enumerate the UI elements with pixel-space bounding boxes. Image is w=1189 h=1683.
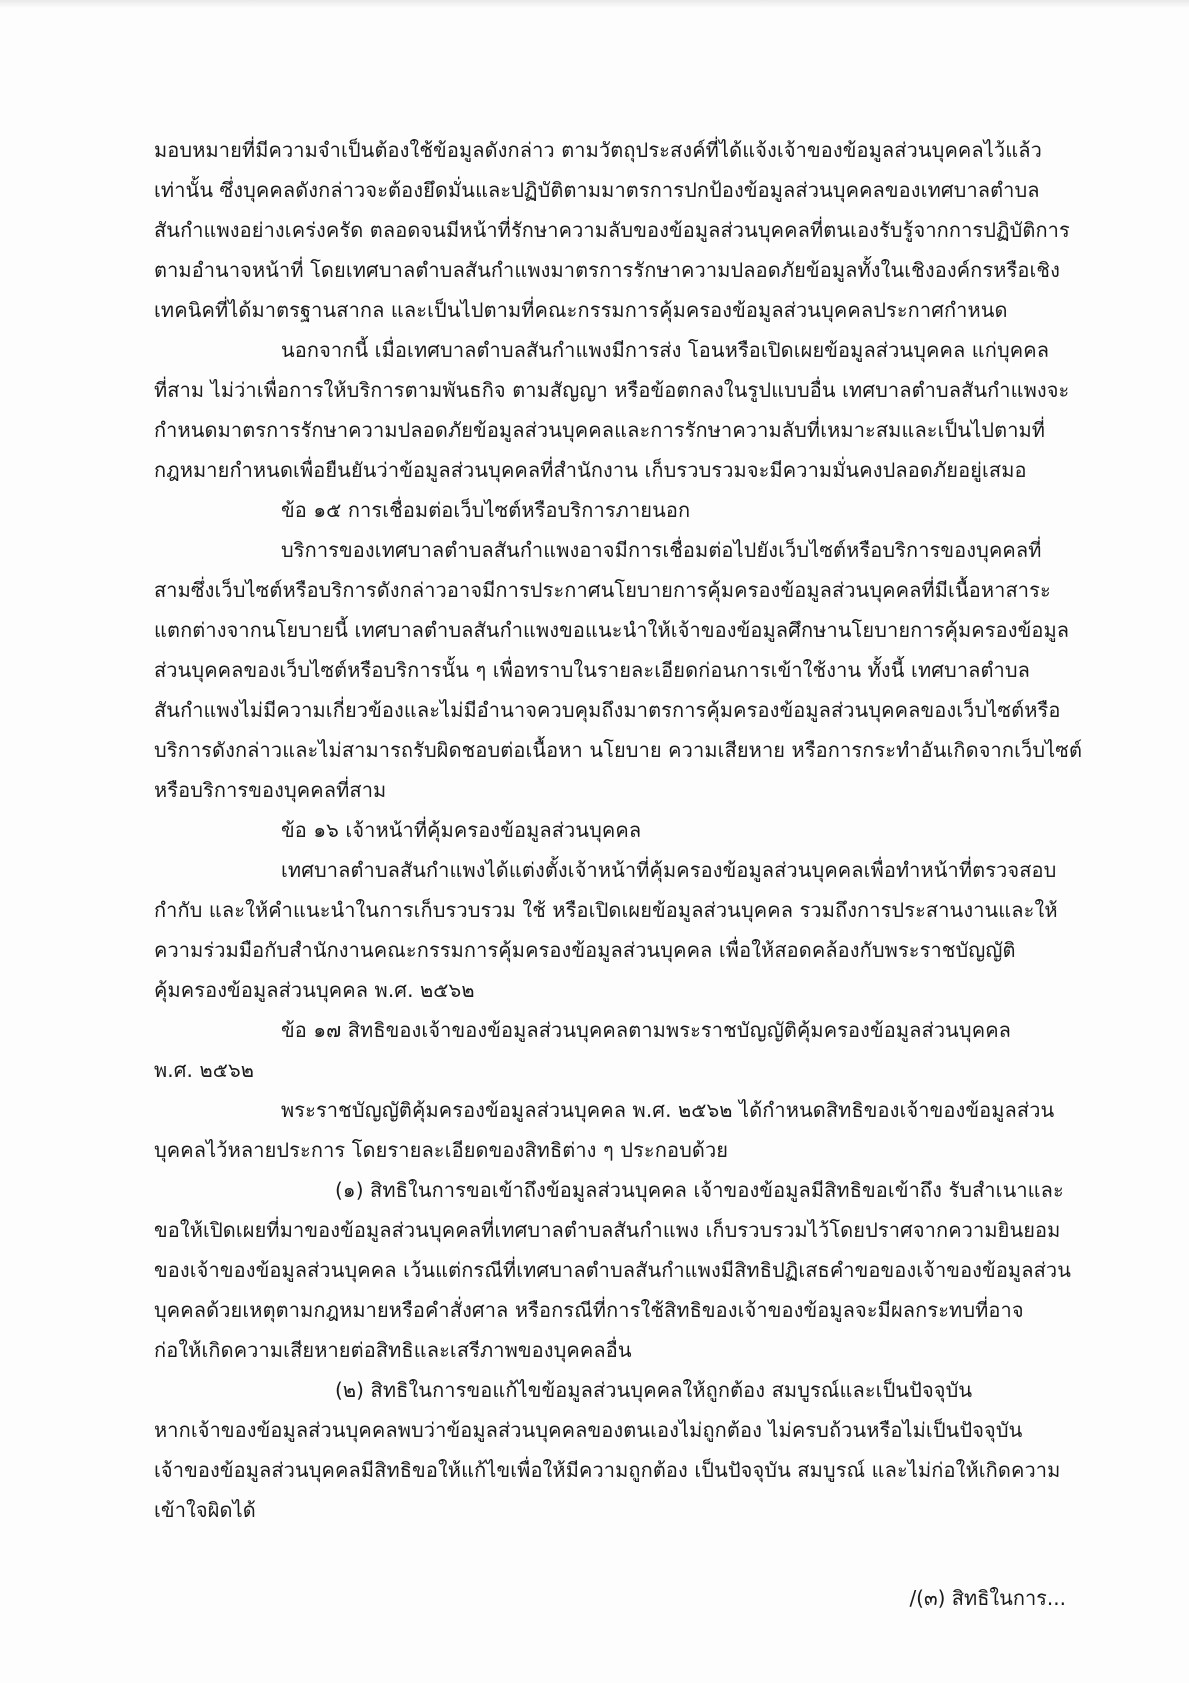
text-line: บุคคลไว้หลายประการ โดยรายละเอียดของสิทธิต่าง ๆ ประกอบด้วย bbox=[154, 1138, 729, 1162]
text-line: เจ้าของข้อมูลส่วนบุคคลมีสิทธิขอให้แก้ไขเพื่อให้มีความถูกต้อง เป็นปัจจุบัน สมบูรณ์ และไม่ก่อให้เกิดความ bbox=[154, 1458, 1061, 1482]
text-line: ที่สาม ไม่ว่าเพื่อการให้บริการตามพันธกิจ ตามสัญญา หรือข้อตกลงในรูปแบบอื่น เทศบาลตำบลสันกำแพงจะ bbox=[154, 378, 1070, 402]
scan-edge bbox=[0, 0, 1189, 8]
text-line: กำกับ และให้คำแนะนำในการเก็บรวบรวม ใช้ หรือเปิดเผยข้อมูลส่วนบุคคล รวมถึงการประสานงานและให้ bbox=[154, 898, 1058, 922]
section-heading-16: ข้อ ๑๖ เจ้าหน้าที่คุ้มครองข้อมูลส่วนบุคคล bbox=[281, 818, 642, 842]
text-line: มอบหมายที่มีความจำเป็นต้องใช้ข้อมูลดังกล่าว ตามวัตถุประสงค์ที่ได้แจ้งเจ้าของข้อมูลส่วนบุคคลไว้แล้ว bbox=[154, 138, 1042, 162]
text-line: สามซึ่งเว็บไซต์หรือบริการดังกล่าวอาจมีการประกาศนโยบายการคุ้มครองข้อมูลส่วนบุคคลที่มีเนื้อหาสาระ bbox=[154, 578, 1051, 602]
text-line: บริการดังกล่าวและไม่สามารถรับผิดชอบต่อเนื้อหา นโยบาย ความเสียหาย หรือการกระทำอันเกิดจากเว็บไซต์ bbox=[154, 738, 1083, 762]
paragraph-start: เทศบาลตำบลสันกำแพงได้แต่งตั้งเจ้าหน้าที่คุ้มครองข้อมูลส่วนบุคคลเพื่อทำหน้าที่ตรวจสอบ bbox=[281, 858, 1057, 882]
continuation-marker: /(๓) สิทธิในการ... bbox=[909, 1586, 1066, 1610]
text-line: หรือบริการของบุคคลที่สาม bbox=[154, 778, 387, 802]
text-line: ตามอำนาจหน้าที่ โดยเทศบาลตำบลสันกำแพงมาตรการรักษาความปลอดภัยข้อมูลทั้งในเชิงองค์กรหรือเชิง bbox=[154, 258, 1060, 282]
text-line: ขอให้เปิดเผยที่มาของข้อมูลส่วนบุคคลที่เทศบาลตำบลสันกำแพง เก็บรวบรวมไว้โดยปราศจากความยินยอม bbox=[154, 1218, 1061, 1242]
paragraph-start: นอกจากนี้ เมื่อเทศบาลตำบลสันกำแพงมีการส่ง โอนหรือเปิดเผยข้อมูลส่วนบุคคล แก่บุคคล bbox=[281, 338, 1050, 362]
text-line: กฎหมายกำหนดเพื่อยืนยันว่าข้อมูลส่วนบุคคลที่สำนักงาน เก็บรวบรวมจะมีความมั่นคงปลอดภัยอยู่เสมอ bbox=[154, 458, 1027, 482]
text-line: ความร่วมมือกับสำนักงานคณะกรรมการคุ้มครองข้อมูลส่วนบุคคล เพื่อให้สอดคล้องกับพระราชบัญญัติ bbox=[154, 938, 1016, 962]
list-item-1: (๑) สิทธิในการขอเข้าถึงข้อมูลส่วนบุคคล เจ้าของข้อมูลมีสิทธิขอเข้าถึง รับสำเนาและ bbox=[335, 1178, 1064, 1202]
section-heading-15: ข้อ ๑๕ การเชื่อมต่อเว็บไซต์หรือบริการภายนอก bbox=[281, 498, 691, 522]
text-line: สันกำแพงอย่างเคร่งครัด ตลอดจนมีหน้าที่รักษาความลับของข้อมูลส่วนบุคคลที่ตนเองรับรู้จากการปฏิบัติการ bbox=[154, 218, 1070, 242]
section-heading-17: ข้อ ๑๗ สิทธิของเจ้าของข้อมูลส่วนบุคคลตามพระราชบัญญัติคุ้มครองข้อมูลส่วนบุคคล bbox=[281, 1018, 1012, 1042]
paragraph-start: บริการของเทศบาลตำบลสันกำแพงอาจมีการเชื่อมต่อไปยังเว็บไซต์หรือบริการของบุคคลที่ bbox=[281, 538, 1042, 562]
text-line: เทคนิคที่ได้มาตรฐานสากล และเป็นไปตามที่คณะกรรมการคุ้มครองข้อมูลส่วนบุคคลประกาศกำหนด bbox=[154, 298, 1008, 322]
text-line: สันกำแพงไม่มีความเกี่ยวข้องและไม่มีอำนาจควบคุมถึงมาตรการคุ้มครองข้อมูลส่วนบุคคลของเว็บไซต์หรือ bbox=[154, 698, 1061, 722]
text-line: เข้าใจผิดได้ bbox=[154, 1498, 256, 1522]
text-line: กำหนดมาตรการรักษาความปลอดภัยข้อมูลส่วนบุคคลและการรักษาความลับที่เหมาะสมและเป็นไปตามที่ bbox=[154, 418, 1046, 442]
paragraph-start: พระราชบัญญัติคุ้มครองข้อมูลส่วนบุคคล พ.ศ. ๒๕๖๒ ได้กำหนดสิทธิของเจ้าของข้อมูลส่วน bbox=[281, 1098, 1055, 1122]
list-item-2: (๒) สิทธิในการขอแก้ไขข้อมูลส่วนบุคคลให้ถูกต้อง สมบูรณ์และเป็นปัจจุบัน bbox=[335, 1378, 973, 1402]
text-line: ส่วนบุคคลของเว็บไซต์หรือบริการนั้น ๆ เพื่อทราบในรายละเอียดก่อนการเข้าใช้งาน ทั้งนี้ เทศบาลตำบล bbox=[154, 658, 1030, 682]
text-line: พ.ศ. ๒๕๖๒ bbox=[154, 1058, 255, 1082]
text-line: แตกต่างจากนโยบายนี้ เทศบาลตำบลสันกำแพงขอแนะนำให้เจ้าของข้อมูลศึกษานโยบายการคุ้มครองข้อมูล bbox=[154, 618, 1070, 642]
text-line: ก่อให้เกิดความเสียหายต่อสิทธิและเสรีภาพของบุคคลอื่น bbox=[154, 1338, 632, 1362]
text-line: หากเจ้าของข้อมูลส่วนบุคคลพบว่าข้อมูลส่วนบุคคลของตนเองไม่ถูกต้อง ไม่ครบถ้วนหรือไม่เป็นปัจจุบัน bbox=[154, 1418, 1023, 1442]
text-line: บุคคลด้วยเหตุตามกฎหมายหรือคำสั่งศาล หรือกรณีที่การใช้สิทธิของเจ้าของข้อมูลจะมีผลกระทบที่อาจ bbox=[154, 1298, 1024, 1322]
text-line: ของเจ้าของข้อมูลส่วนบุคคล เว้นแต่กรณีที่เทศบาลตำบลสันกำแพงมีสิทธิปฏิเสธคำขอของเจ้าของข้อมูลส่วน bbox=[154, 1258, 1071, 1282]
text-line: คุ้มครองข้อมูลส่วนบุคคล พ.ศ. ๒๕๖๒ bbox=[154, 978, 475, 1002]
text-line: เท่านั้น ซึ่งบุคคลดังกล่าวจะต้องยึดมั่นและปฏิบัติตามมาตรการปกป้องข้อมูลส่วนบุคคลของเทศบาลตำบล bbox=[154, 178, 1040, 202]
